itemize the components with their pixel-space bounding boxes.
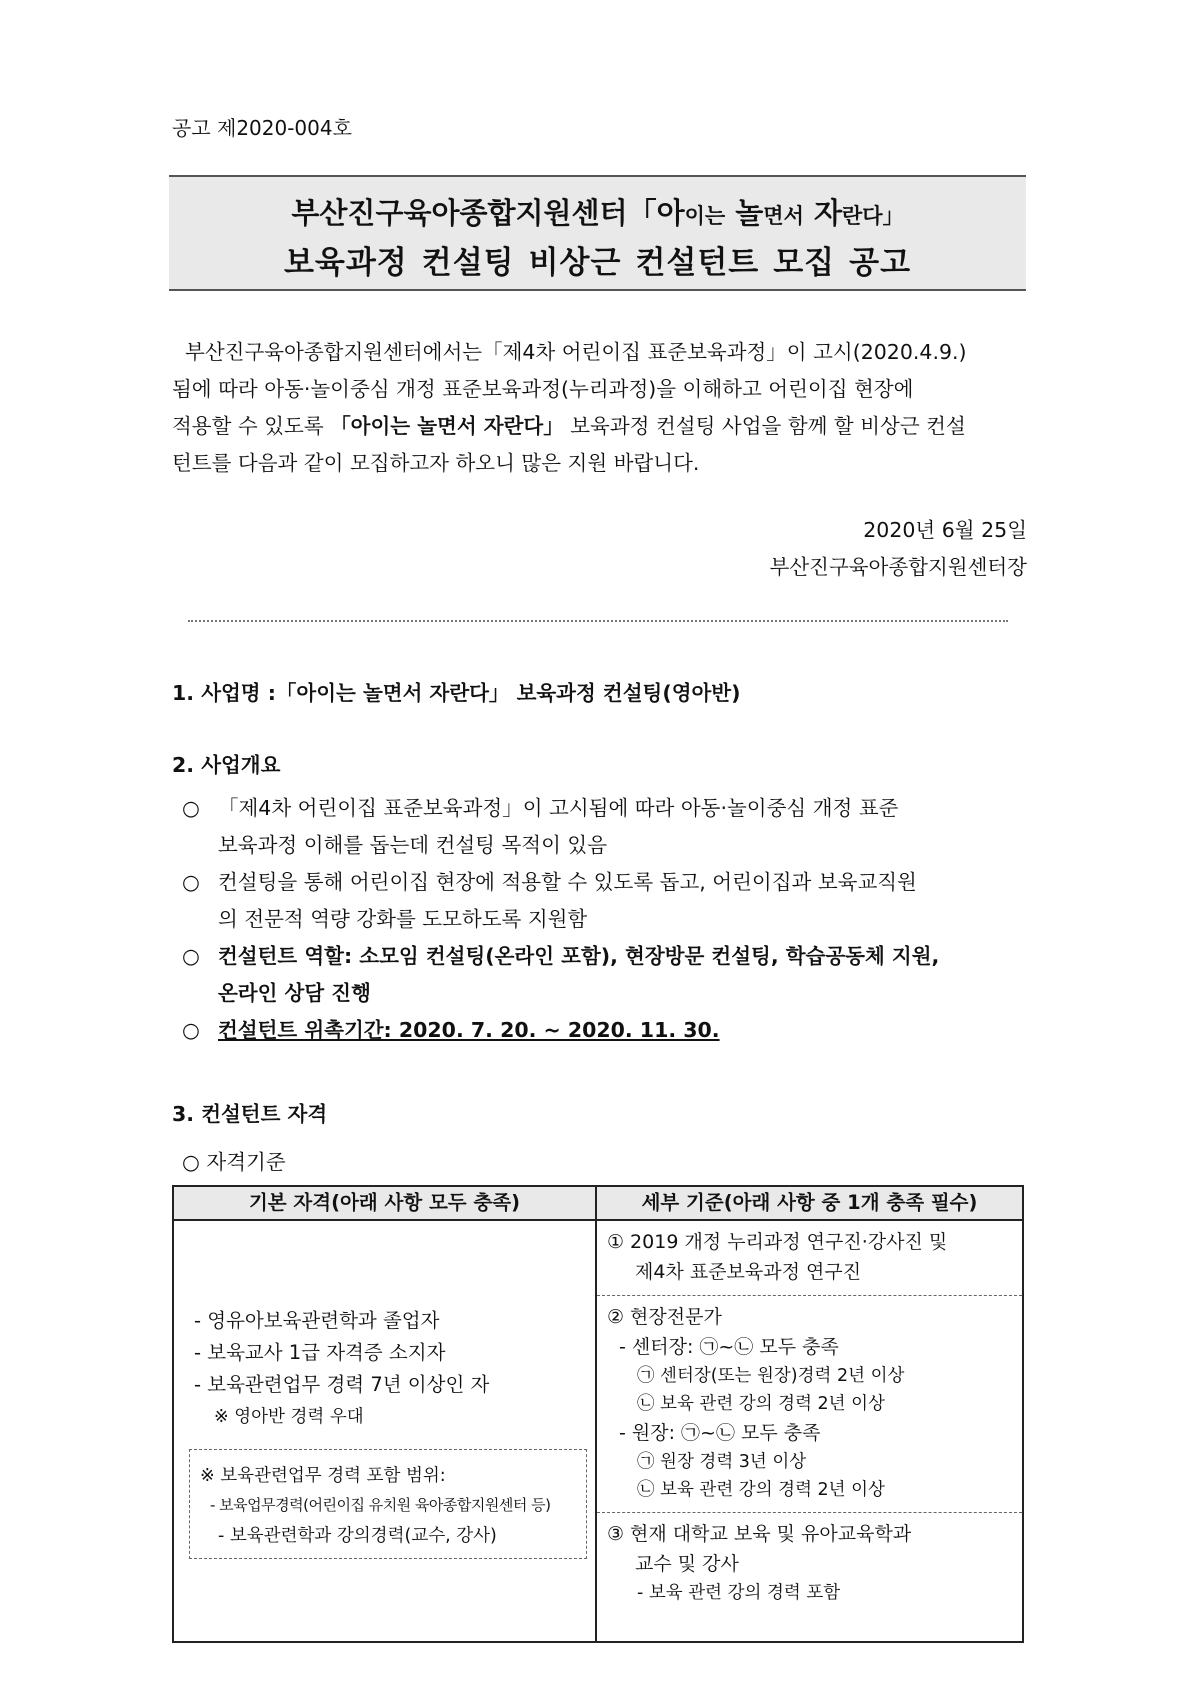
intro-paragraph [172, 334, 1024, 482]
criteria-subtext: ㉡ 보육 관련 강의 경력 2년 이상 [636, 1480, 885, 1500]
dotted-divider [188, 620, 1008, 622]
bullet-text: 컨설팅을 통해 어린이집 현장에 적용할 수 있도록 돕고, 어린이집과 보육교직원 [218, 870, 917, 894]
title-part: 면서 [763, 204, 804, 228]
notice-date: 2020년 6월 25일 [863, 518, 1027, 542]
criteria-text: - 원장: ㉠~㉡ 모두 충족 [618, 1422, 821, 1444]
circle-marker-icon: ○ [182, 944, 200, 968]
scope-item: - 보육관련학과 강의경력(교수, 강사) [218, 1526, 497, 1546]
scope-item: - 보육업무경력(어린이집 유치원 육아종합지원센터 등) [210, 1496, 551, 1514]
title-word: 공고 [849, 245, 912, 281]
bullet-item [182, 864, 1027, 938]
bullet-item [182, 938, 1027, 1012]
criteria-text: ③ 현재 대학교 보육 및 유아교육학과 [606, 1523, 912, 1545]
bullet-item [182, 1012, 1027, 1049]
basic-qualification-header: 기본 자격(아래 사항 모두 충족) [173, 1186, 596, 1220]
intro-line: 턴트를 다음과 같이 모집하고자 하오니 많은 지원 바랍니다. [172, 451, 700, 475]
criteria-3 [597, 1513, 1022, 1615]
intro-text: 보육과정 컨설팅 사업을 함께 할 비상근 컨설 [570, 414, 966, 438]
criteria-2 [597, 1296, 1022, 1513]
criteria-subtext: ㉠ 원장 경력 3년 이상 [636, 1452, 807, 1472]
basic-qualification-cell [173, 1220, 596, 1642]
sender: 부산진구육아종합지원센터장 [769, 555, 1027, 579]
intro-highlight: 「아이는 놀면서 자란다」 [330, 414, 564, 438]
title-part: 아 [656, 196, 685, 230]
basic-item: - 보육관련업무 경력 7년 이상인 자 [194, 1373, 490, 1396]
title-part: 놀 [735, 196, 764, 230]
bullet-text: 「제4차 어린이집 표준보육과정」이 고시됨에 따라 아동·놀이중심 개정 표준 [218, 796, 899, 820]
title-word: 컨설팅 [421, 245, 515, 281]
criteria-text: ② 현장전문가 [606, 1306, 722, 1328]
circle-marker-icon: ○ [182, 1018, 200, 1042]
title-line-1 [169, 191, 1026, 232]
basic-item: - 보육교사 1급 자격증 소지자 [194, 1341, 446, 1364]
title-box [169, 175, 1026, 291]
notice-number: 공고 제2020-004호 [172, 116, 352, 140]
detail-criteria-header: 세부 기준(아래 사항 중 1개 충족 필수) [596, 1186, 1023, 1220]
title-word: 보육과정 [283, 245, 408, 281]
bullet-text: 보육과정 이해를 돕는데 컨설팅 목적이 있음 [218, 833, 608, 857]
title-part: 자 [813, 196, 842, 230]
section-1-heading: 1. 사업명 :「아이는 놀면서 자란다」 보육과정 컨설팅(영아반) [172, 681, 741, 705]
criteria-label: ○ 자격기준 [182, 1150, 286, 1174]
bullet-text: 의 전문적 역량 강화를 도모하도록 지원함 [218, 907, 588, 931]
circle-marker-icon: ○ [182, 796, 200, 820]
circle-marker-icon: ○ [182, 870, 200, 894]
title-word: 컨설턴트 [635, 245, 760, 281]
intro-line: 됨에 따라 아동·놀이중심 개정 표준보육과정(누리과정)을 이해하고 어린이집 현장에 [172, 377, 914, 401]
basic-item: - 영유아보육관련학과 졸업자 [194, 1309, 440, 1332]
basic-note: ※ 영아반 경력 우대 [214, 1407, 364, 1427]
section-3-heading: 3. 컨설턴트 자격 [172, 1102, 328, 1126]
title-word: 모집 [773, 245, 836, 281]
criteria-1 [597, 1221, 1022, 1296]
criteria-text: 제4차 표준보육과정 연구진 [634, 1261, 862, 1283]
title-line-2 [169, 237, 1026, 282]
title-word: 비상근 [528, 245, 622, 281]
criteria-text: - 센터장: ㉠~㉡ 모두 충족 [618, 1336, 839, 1358]
criteria-subtext: - 보육 관련 강의 경력 포함 [636, 1583, 841, 1603]
qualification-table [172, 1185, 1024, 1643]
section-2-heading: 2. 사업개요 [172, 753, 281, 777]
criteria-text: ① 2019 개정 누리과정 연구진·강사진 및 [606, 1231, 948, 1253]
overview-bullets [182, 790, 1027, 1049]
bullet-item [182, 790, 1027, 864]
criteria-subtext: ㉡ 보육 관련 강의 경력 2년 이상 [636, 1394, 885, 1414]
bullet-text: 온라인 상담 진행 [218, 981, 371, 1005]
title-part: 이는 [684, 204, 726, 228]
scope-title: ※ 보육관련업무 경력 포함 범위: [200, 1466, 446, 1486]
title-part: 부산진구육아종합지원센터「 [291, 196, 657, 230]
bullet-text: 컨설턴트 역할: 소모임 컨설팅(온라인 포함), 현장방문 컨설팅, 학습공동체 지원, [218, 944, 940, 968]
consultant-period: 컨설턴트 위촉기간: 2020. 7. 20. ~ 2020. 11. 30. [218, 1018, 720, 1042]
title-part: 란다」 [842, 204, 904, 228]
experience-scope-box [189, 1449, 587, 1559]
intro-text: 적용할 수 있도록 [172, 414, 324, 438]
criteria-subtext: ㉠ 센터장(또는 원장)경력 2년 이상 [636, 1366, 905, 1386]
detail-criteria-cell [596, 1220, 1023, 1642]
intro-line: 부산진구육아종합지원센터에서는「제4차 어린이집 표준보육과정」이 고시(2020.4.9.) [185, 340, 967, 364]
criteria-text: 교수 및 강사 [634, 1553, 739, 1575]
